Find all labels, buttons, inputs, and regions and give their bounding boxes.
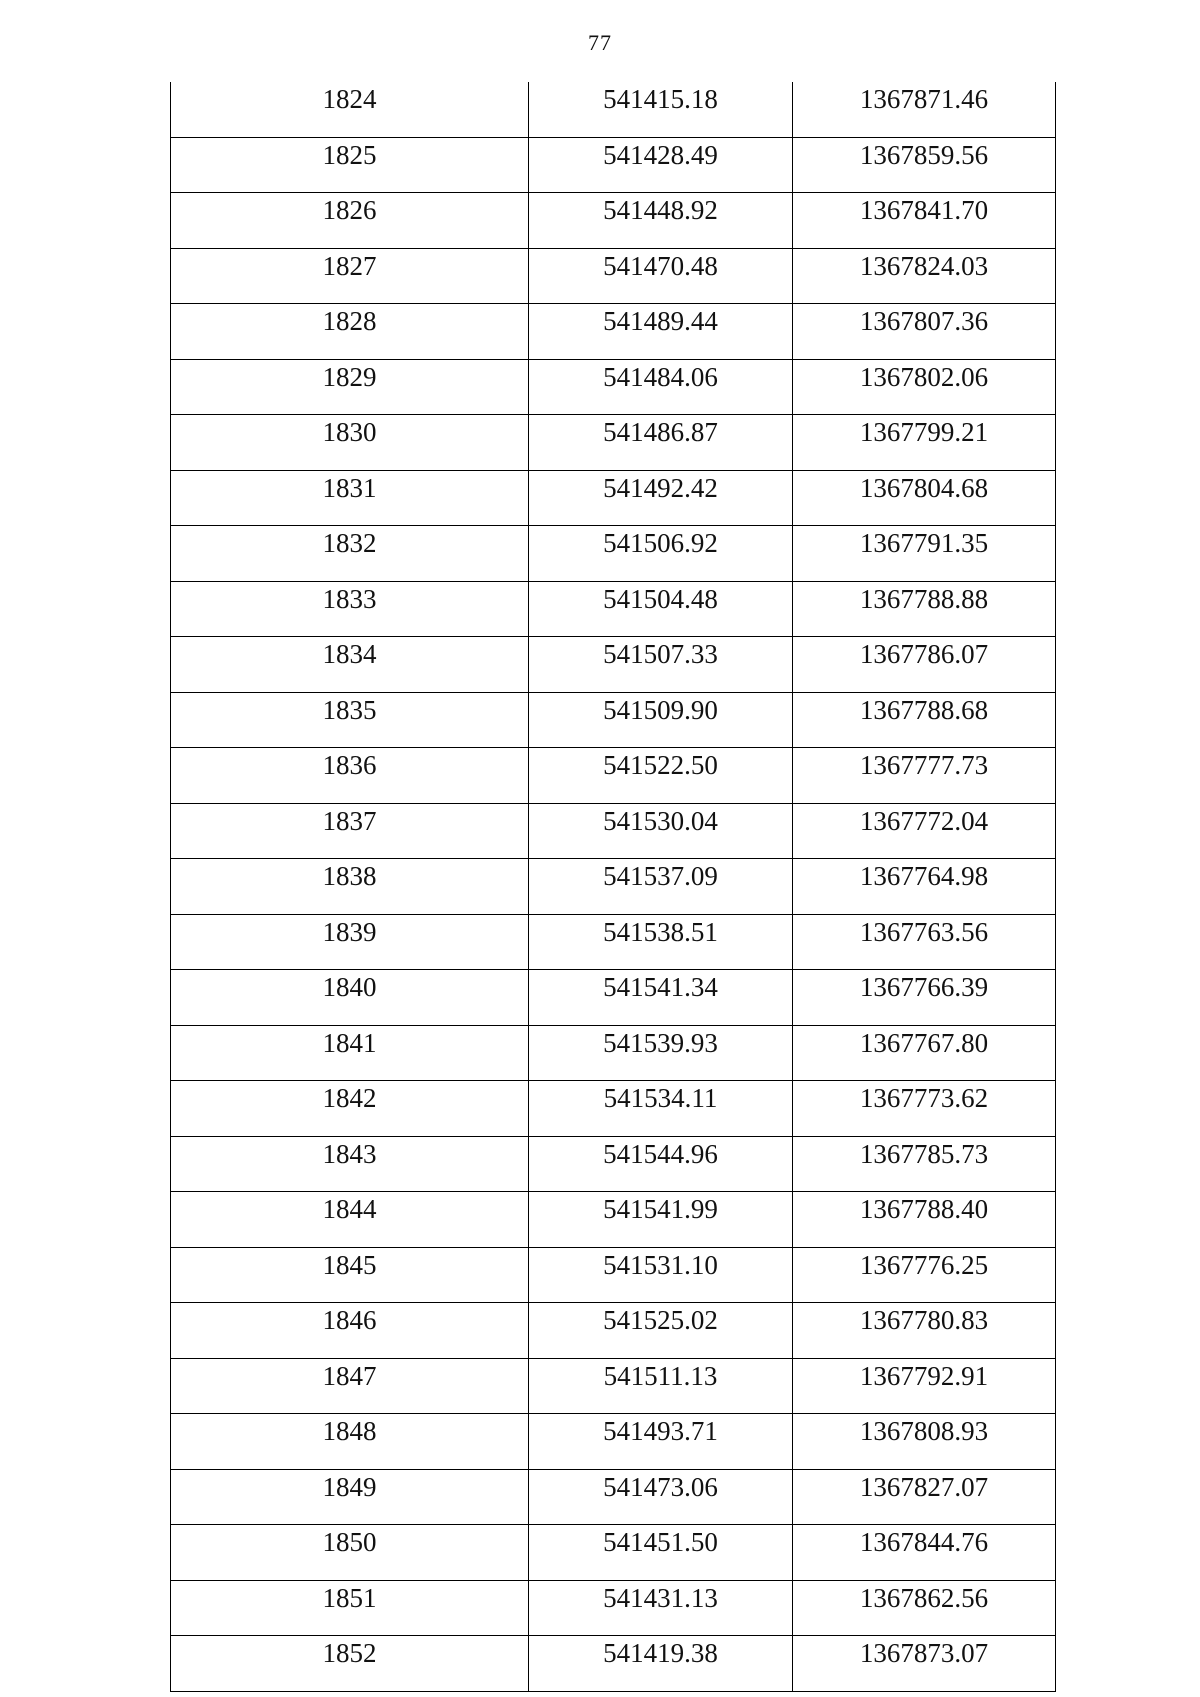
table-row xyxy=(171,1469,1056,1525)
table-row xyxy=(171,82,1056,137)
table-row xyxy=(171,137,1056,193)
x-coordinate-cell: 541507.33 xyxy=(529,637,793,693)
table-row xyxy=(171,359,1056,415)
point-number-cell: 1845 xyxy=(171,1247,529,1303)
point-number-cell: 1843 xyxy=(171,1136,529,1192)
point-number-cell: 1831 xyxy=(171,470,529,526)
x-coordinate-cell: 541506.92 xyxy=(529,526,793,582)
table-row xyxy=(171,526,1056,582)
table-row xyxy=(171,1025,1056,1081)
point-number-cell: 1828 xyxy=(171,304,529,360)
table-row xyxy=(171,1303,1056,1359)
y-coordinate-cell: 1367780.83 xyxy=(793,1303,1056,1359)
y-coordinate-cell: 1367841.70 xyxy=(793,193,1056,249)
table-row xyxy=(171,193,1056,249)
table-row xyxy=(171,1081,1056,1137)
coordinates-table xyxy=(170,82,1056,1692)
x-coordinate-cell: 541486.87 xyxy=(529,415,793,471)
point-number-cell: 1848 xyxy=(171,1414,529,1470)
y-coordinate-cell: 1367859.56 xyxy=(793,137,1056,193)
table-row xyxy=(171,415,1056,471)
point-number-cell: 1837 xyxy=(171,803,529,859)
y-coordinate-cell: 1367786.07 xyxy=(793,637,1056,693)
table-row xyxy=(171,304,1056,360)
y-coordinate-cell: 1367799.21 xyxy=(793,415,1056,471)
x-coordinate-cell: 541530.04 xyxy=(529,803,793,859)
x-coordinate-cell: 541470.48 xyxy=(529,248,793,304)
y-coordinate-cell: 1367873.07 xyxy=(793,1636,1056,1692)
y-coordinate-cell: 1367844.76 xyxy=(793,1525,1056,1581)
y-coordinate-cell: 1367788.40 xyxy=(793,1192,1056,1248)
point-number-cell: 1844 xyxy=(171,1192,529,1248)
point-number-cell: 1846 xyxy=(171,1303,529,1359)
table-row xyxy=(171,914,1056,970)
y-coordinate-cell: 1367785.73 xyxy=(793,1136,1056,1192)
x-coordinate-cell: 541428.49 xyxy=(529,137,793,193)
y-coordinate-cell: 1367791.35 xyxy=(793,526,1056,582)
x-coordinate-cell: 541419.38 xyxy=(529,1636,793,1692)
point-number-cell: 1835 xyxy=(171,692,529,748)
page-number: 77 xyxy=(588,30,612,55)
x-coordinate-cell: 541492.42 xyxy=(529,470,793,526)
table-row xyxy=(171,248,1056,304)
point-number-cell: 1850 xyxy=(171,1525,529,1581)
x-coordinate-cell: 541489.44 xyxy=(529,304,793,360)
x-coordinate-cell: 541451.50 xyxy=(529,1525,793,1581)
x-coordinate-cell: 541504.48 xyxy=(529,581,793,637)
point-number-cell: 1851 xyxy=(171,1580,529,1636)
x-coordinate-cell: 541534.11 xyxy=(529,1081,793,1137)
point-number-cell: 1833 xyxy=(171,581,529,637)
point-number-cell: 1830 xyxy=(171,415,529,471)
x-coordinate-cell: 541493.71 xyxy=(529,1414,793,1470)
point-number-cell: 1841 xyxy=(171,1025,529,1081)
table-row xyxy=(171,470,1056,526)
y-coordinate-cell: 1367827.07 xyxy=(793,1469,1056,1525)
point-number-cell: 1840 xyxy=(171,970,529,1026)
table-row xyxy=(171,748,1056,804)
y-coordinate-cell: 1367772.04 xyxy=(793,803,1056,859)
y-coordinate-cell: 1367764.98 xyxy=(793,859,1056,915)
y-coordinate-cell: 1367802.06 xyxy=(793,359,1056,415)
point-number-cell: 1847 xyxy=(171,1358,529,1414)
y-coordinate-cell: 1367862.56 xyxy=(793,1580,1056,1636)
table-row xyxy=(171,1414,1056,1470)
point-number-cell: 1849 xyxy=(171,1469,529,1525)
y-coordinate-cell: 1367871.46 xyxy=(793,82,1056,137)
x-coordinate-cell: 541525.02 xyxy=(529,1303,793,1359)
y-coordinate-cell: 1367808.93 xyxy=(793,1414,1056,1470)
y-coordinate-cell: 1367773.62 xyxy=(793,1081,1056,1137)
table-body xyxy=(171,82,1056,1691)
x-coordinate-cell: 541511.13 xyxy=(529,1358,793,1414)
y-coordinate-cell: 1367788.88 xyxy=(793,581,1056,637)
y-coordinate-cell: 1367792.91 xyxy=(793,1358,1056,1414)
x-coordinate-cell: 541541.99 xyxy=(529,1192,793,1248)
point-number-cell: 1839 xyxy=(171,914,529,970)
table-row xyxy=(171,1136,1056,1192)
point-number-cell: 1838 xyxy=(171,859,529,915)
point-number-cell: 1842 xyxy=(171,1081,529,1137)
table-row xyxy=(171,692,1056,748)
point-number-cell: 1826 xyxy=(171,193,529,249)
point-number-cell: 1829 xyxy=(171,359,529,415)
y-coordinate-cell: 1367766.39 xyxy=(793,970,1056,1026)
table-row xyxy=(171,1247,1056,1303)
x-coordinate-cell: 541473.06 xyxy=(529,1469,793,1525)
y-coordinate-cell: 1367788.68 xyxy=(793,692,1056,748)
table-row xyxy=(171,1525,1056,1581)
table-row xyxy=(171,1636,1056,1692)
y-coordinate-cell: 1367776.25 xyxy=(793,1247,1056,1303)
table-row xyxy=(171,859,1056,915)
x-coordinate-cell: 541539.93 xyxy=(529,1025,793,1081)
y-coordinate-cell: 1367804.68 xyxy=(793,470,1056,526)
x-coordinate-cell: 541415.18 xyxy=(529,82,793,137)
table-row xyxy=(171,581,1056,637)
table-row xyxy=(171,1192,1056,1248)
point-number-cell: 1832 xyxy=(171,526,529,582)
point-number-cell: 1852 xyxy=(171,1636,529,1692)
table-row xyxy=(171,1358,1056,1414)
y-coordinate-cell: 1367824.03 xyxy=(793,248,1056,304)
x-coordinate-cell: 541509.90 xyxy=(529,692,793,748)
x-coordinate-cell: 541522.50 xyxy=(529,748,793,804)
y-coordinate-cell: 1367763.56 xyxy=(793,914,1056,970)
x-coordinate-cell: 541531.10 xyxy=(529,1247,793,1303)
table-row xyxy=(171,803,1056,859)
point-number-cell: 1836 xyxy=(171,748,529,804)
point-number-cell: 1824 xyxy=(171,82,529,137)
y-coordinate-cell: 1367767.80 xyxy=(793,1025,1056,1081)
y-coordinate-cell: 1367777.73 xyxy=(793,748,1056,804)
table-row xyxy=(171,1580,1056,1636)
x-coordinate-cell: 541448.92 xyxy=(529,193,793,249)
x-coordinate-cell: 541538.51 xyxy=(529,914,793,970)
point-number-cell: 1834 xyxy=(171,637,529,693)
table-row xyxy=(171,970,1056,1026)
x-coordinate-cell: 541541.34 xyxy=(529,970,793,1026)
table-row xyxy=(171,637,1056,693)
y-coordinate-cell: 1367807.36 xyxy=(793,304,1056,360)
x-coordinate-cell: 541544.96 xyxy=(529,1136,793,1192)
point-number-cell: 1825 xyxy=(171,137,529,193)
x-coordinate-cell: 541537.09 xyxy=(529,859,793,915)
point-number-cell: 1827 xyxy=(171,248,529,304)
x-coordinate-cell: 541431.13 xyxy=(529,1580,793,1636)
x-coordinate-cell: 541484.06 xyxy=(529,359,793,415)
